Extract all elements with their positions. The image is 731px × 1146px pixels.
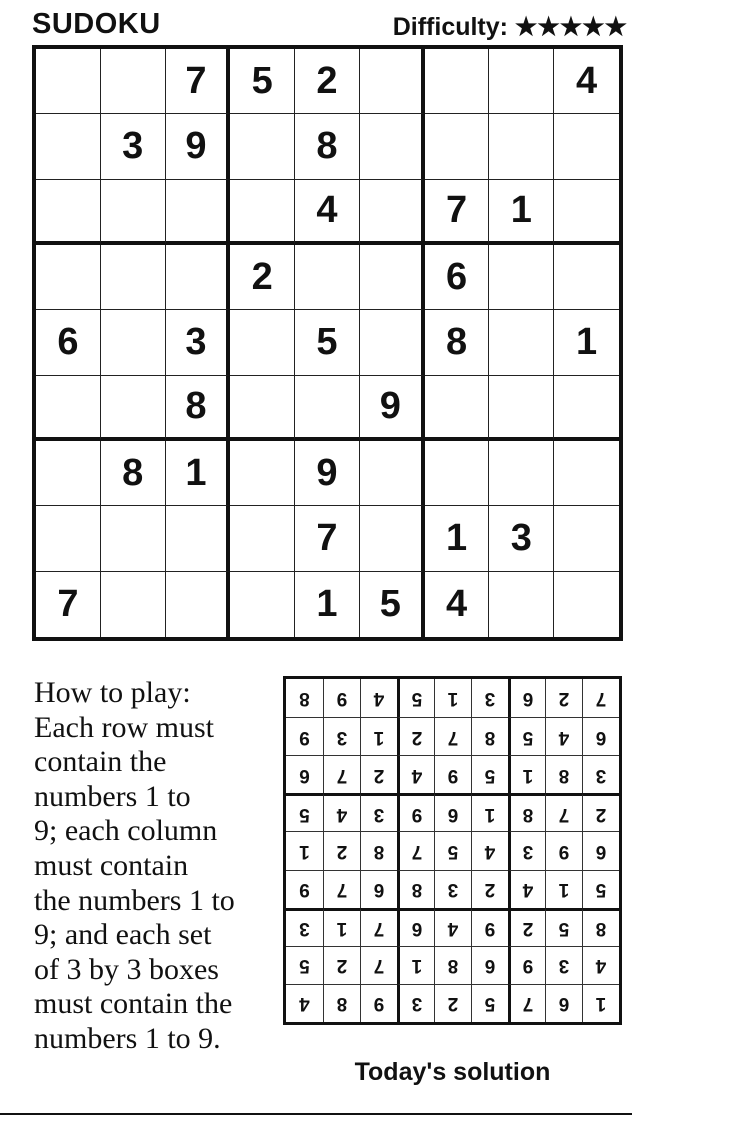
solution-grid xyxy=(283,676,622,1025)
instruction-line: of 3 by 3 boxes xyxy=(34,952,219,986)
solution-cell: 1 xyxy=(397,946,434,984)
solution-cell: 2 xyxy=(360,755,397,793)
sudoku-cell[interactable] xyxy=(425,49,490,114)
solution-cell: 8 xyxy=(545,755,582,793)
solution-cell: 9 xyxy=(286,717,323,755)
instruction-line: How to play: xyxy=(34,676,191,709)
sudoku-cell: 5 xyxy=(360,572,425,637)
solution-cell: 3 xyxy=(434,870,471,908)
solution-cell: 1 xyxy=(360,717,397,755)
solution-cell: 1 xyxy=(582,984,619,1022)
solution-cell: 1 xyxy=(471,793,508,831)
sudoku-cell[interactable] xyxy=(489,114,554,179)
sudoku-cell[interactable] xyxy=(360,506,425,571)
sudoku-cell[interactable] xyxy=(489,310,554,375)
solution-cell: 1 xyxy=(323,908,360,946)
sudoku-cell[interactable] xyxy=(554,506,619,571)
sudoku-cell[interactable] xyxy=(36,376,101,441)
solution-cell: 6 xyxy=(397,908,434,946)
sudoku-cell[interactable] xyxy=(554,376,619,441)
solution-cell: 8 xyxy=(582,908,619,946)
solution-cell: 5 xyxy=(286,946,323,984)
instruction-line: 9; each column xyxy=(34,814,218,848)
solution-cell: 7 xyxy=(397,831,434,869)
solution-cell: 8 xyxy=(299,688,310,710)
sudoku-cell[interactable] xyxy=(166,180,231,245)
solution-cell: 2 xyxy=(582,793,619,831)
sudoku-cell[interactable] xyxy=(489,245,554,310)
sudoku-cell[interactable] xyxy=(230,180,295,245)
solution-cell: 9 xyxy=(545,831,582,869)
solution-cell: 3 xyxy=(397,984,434,1022)
sudoku-cell[interactable] xyxy=(554,180,619,245)
solution-cell: 7 xyxy=(545,793,582,831)
solution-cell: 2 xyxy=(471,870,508,908)
solution-cell: 4 xyxy=(582,946,619,984)
solution-cell: 5 xyxy=(434,831,471,869)
solution-cell: 9 xyxy=(434,755,471,793)
solution-cell: 2 xyxy=(545,679,582,717)
sudoku-cell[interactable] xyxy=(489,376,554,441)
sudoku-cell: 4 xyxy=(295,180,360,245)
sudoku-cell[interactable] xyxy=(554,441,619,506)
solution-cell: 8 xyxy=(508,793,545,831)
sudoku-cell: 1 xyxy=(166,441,231,506)
sudoku-cell[interactable] xyxy=(554,572,619,637)
solution-cell: 4 xyxy=(360,679,397,717)
sudoku-cell[interactable] xyxy=(554,245,619,310)
sudoku-cell[interactable] xyxy=(230,572,295,637)
solution-cell: 6 xyxy=(360,870,397,908)
sudoku-cell: 7 xyxy=(36,572,101,637)
sudoku-cell: 7 xyxy=(295,506,360,571)
puzzle-title: SUDOKU xyxy=(32,8,161,40)
sudoku-cell: 3 xyxy=(166,310,231,375)
sudoku-cell[interactable] xyxy=(36,180,101,245)
instruction-line: numbers 1 to 9. xyxy=(34,1021,221,1055)
sudoku-cell[interactable] xyxy=(360,49,425,114)
solution-cell: 1 xyxy=(286,831,323,869)
sudoku-cell[interactable] xyxy=(425,441,490,506)
solution-cell: 6 xyxy=(471,946,508,984)
solution-cell: 9 xyxy=(323,679,360,717)
sudoku-cell[interactable] xyxy=(101,310,166,375)
solution-cell: 9 xyxy=(286,870,323,908)
solution-cell: 7 xyxy=(360,946,397,984)
sudoku-cell: 1 xyxy=(554,310,619,375)
solution-cell: 5 xyxy=(508,717,545,755)
sudoku-cell: 3 xyxy=(489,506,554,571)
solution-cell: 3 xyxy=(545,946,582,984)
solution-cell: 4 xyxy=(508,870,545,908)
solution-cell: 6 xyxy=(286,755,323,793)
instruction-line: Each row must xyxy=(34,710,214,744)
sudoku-cell[interactable] xyxy=(360,114,425,179)
sudoku-cell[interactable] xyxy=(230,506,295,571)
instruction-line: must contain the xyxy=(34,987,233,1021)
solution-cell: 6 xyxy=(545,984,582,1022)
solution-cell: 6 xyxy=(434,793,471,831)
solution-cell: 8 xyxy=(434,946,471,984)
solution-cell: 5 xyxy=(471,755,508,793)
solution-cell: 4 xyxy=(323,793,360,831)
sudoku-cell[interactable] xyxy=(101,180,166,245)
sudoku-cell[interactable] xyxy=(101,376,166,441)
solution-cell: 5 xyxy=(471,984,508,1022)
sudoku-cell: 1 xyxy=(489,180,554,245)
sudoku-cell[interactable] xyxy=(489,441,554,506)
solution-cell: 1 xyxy=(545,870,582,908)
solution-cell: 4 xyxy=(286,984,323,1022)
solution-cell: 2 xyxy=(434,984,471,1022)
sudoku-cell: 5 xyxy=(295,310,360,375)
solution-cell: 2 xyxy=(323,831,360,869)
solution-cell: 8 xyxy=(360,831,397,869)
solution-cell: 9 xyxy=(508,946,545,984)
solution-cell: 7 xyxy=(360,908,397,946)
sudoku-cell[interactable] xyxy=(360,180,425,245)
solution-cell: 6 xyxy=(582,831,619,869)
sudoku-cell[interactable] xyxy=(101,245,166,310)
instruction-line: contain the xyxy=(34,745,167,779)
sudoku-cell: 4 xyxy=(554,49,619,114)
sudoku-cell[interactable] xyxy=(360,441,425,506)
solution-cell: 7 xyxy=(434,717,471,755)
sudoku-cell: 6 xyxy=(425,245,490,310)
solution-cell: 7 xyxy=(323,870,360,908)
sudoku-cell[interactable] xyxy=(295,245,360,310)
instruction-line: numbers 1 to xyxy=(34,779,191,813)
solution-cell: 4 xyxy=(471,831,508,869)
difficulty-rating: Difficulty: ★★★★★ xyxy=(392,13,627,41)
sudoku-cell[interactable] xyxy=(36,49,101,114)
sudoku-cell: 7 xyxy=(166,49,231,114)
solution-cell: 1 xyxy=(434,679,471,717)
solution-cell: 4 xyxy=(397,755,434,793)
solution-cell: 3 xyxy=(323,717,360,755)
solution-cell: 7 xyxy=(323,755,360,793)
solution-cell: 4 xyxy=(434,908,471,946)
solution-cell: 8 xyxy=(471,717,508,755)
sudoku-cell[interactable] xyxy=(425,114,490,179)
solution-cell: 6 xyxy=(582,717,619,755)
solution-cell: 5 xyxy=(286,793,323,831)
sudoku-cell: 4 xyxy=(425,572,490,637)
sudoku-cell[interactable] xyxy=(554,114,619,179)
solution-cell: 9 xyxy=(471,908,508,946)
sudoku-cell[interactable] xyxy=(36,441,101,506)
solution-cell: 3 xyxy=(286,908,323,946)
sudoku-cell: 7 xyxy=(425,180,490,245)
sudoku-cell: 2 xyxy=(295,49,360,114)
sudoku-cell[interactable] xyxy=(295,376,360,441)
sudoku-cell: 5 xyxy=(230,49,295,114)
sudoku-cell[interactable] xyxy=(101,506,166,571)
sudoku-cell[interactable] xyxy=(360,245,425,310)
sudoku-cell[interactable] xyxy=(36,245,101,310)
sudoku-cell[interactable] xyxy=(166,245,231,310)
sudoku-grid xyxy=(32,45,623,641)
bottom-divider xyxy=(0,1113,632,1115)
solution-cell: 5 xyxy=(397,679,434,717)
sudoku-cell[interactable] xyxy=(166,506,231,571)
sudoku-cell: 1 xyxy=(295,572,360,637)
sudoku-cell: 8 xyxy=(166,376,231,441)
instruction-line: must contain xyxy=(34,848,189,882)
sudoku-cell[interactable] xyxy=(230,376,295,441)
solution-cell: 1 xyxy=(508,755,545,793)
sudoku-cell[interactable] xyxy=(36,114,101,179)
sudoku-cell: 9 xyxy=(166,114,231,179)
solution-cell: 3 xyxy=(582,755,619,793)
sudoku-cell: 6 xyxy=(36,310,101,375)
instruction-line: 9; and each set xyxy=(34,918,212,952)
sudoku-cell: 3 xyxy=(101,114,166,179)
sudoku-cell: 8 xyxy=(101,441,166,506)
sudoku-cell[interactable] xyxy=(360,310,425,375)
sudoku-cell: 1 xyxy=(425,506,490,571)
solution-cell: 7 xyxy=(508,984,545,1022)
solution-cell: 5 xyxy=(582,870,619,908)
sudoku-cell[interactable] xyxy=(489,572,554,637)
sudoku-cell: 9 xyxy=(295,441,360,506)
sudoku-cell[interactable] xyxy=(489,49,554,114)
solution-cell: 2 xyxy=(508,908,545,946)
sudoku-cell[interactable] xyxy=(425,376,490,441)
solution-cell: 5 xyxy=(545,908,582,946)
solution-cell: 8 xyxy=(323,984,360,1022)
solution-cell: 3 xyxy=(508,831,545,869)
instruction-line: the numbers 1 to xyxy=(34,883,235,917)
solution-cell: 2 xyxy=(397,717,434,755)
sudoku-cell: 2 xyxy=(230,245,295,310)
solution-cell: 3 xyxy=(360,793,397,831)
solution-cell: 6 xyxy=(508,679,545,717)
sudoku-cell[interactable] xyxy=(36,506,101,571)
solution-cell: 9 xyxy=(397,793,434,831)
solution-cell: 2 xyxy=(323,946,360,984)
sudoku-cell[interactable] xyxy=(230,114,295,179)
sudoku-cell[interactable] xyxy=(101,49,166,114)
sudoku-cell[interactable] xyxy=(166,572,231,637)
sudoku-cell[interactable] xyxy=(230,441,295,506)
sudoku-cell: 9 xyxy=(360,376,425,441)
sudoku-cell: 8 xyxy=(295,114,360,179)
sudoku-cell: 8 xyxy=(425,310,490,375)
solution-cell: 4 xyxy=(545,717,582,755)
sudoku-cell[interactable] xyxy=(101,572,166,637)
solution-cell: 3 xyxy=(471,679,508,717)
solution-caption: Today's solution xyxy=(354,1058,551,1086)
how-to-play-instructions xyxy=(34,676,274,1057)
solution-cell: 7 xyxy=(582,679,619,717)
sudoku-cell[interactable] xyxy=(230,310,295,375)
solution-cell: 8 xyxy=(397,870,434,908)
solution-cell: 9 xyxy=(360,984,397,1022)
